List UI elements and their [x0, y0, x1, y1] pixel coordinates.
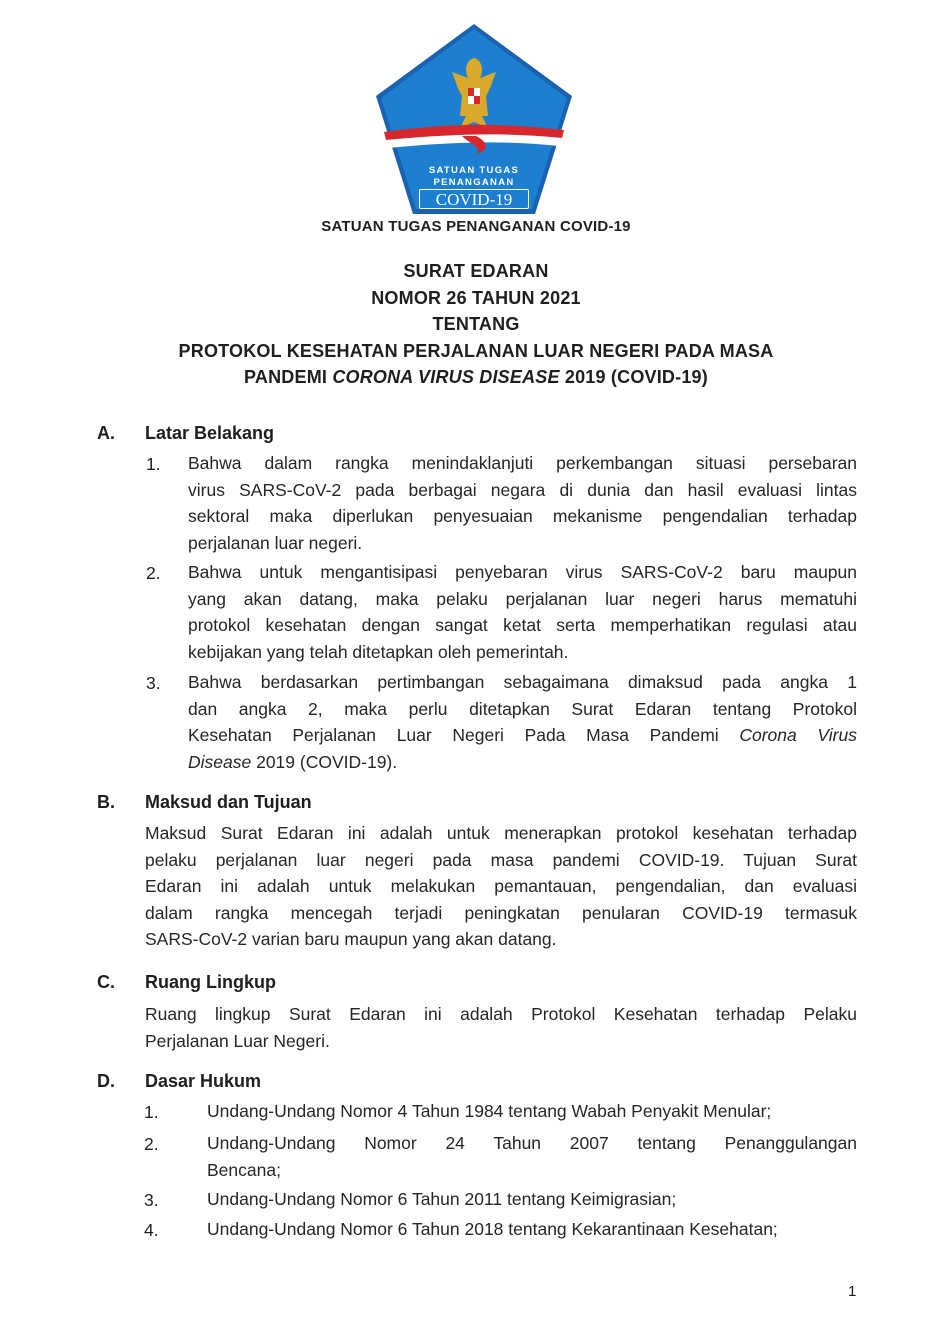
text-line: SARS-CoV-2 varian baru maupun yang akan datang. — [145, 929, 557, 949]
list-item-text — [207, 1216, 857, 1243]
text-run: 2019 (COVID-19). — [251, 751, 398, 772]
italic-text-run: Corona Virus — [739, 725, 857, 745]
section-d-letter: D. — [97, 1071, 115, 1091]
text-line: Bahwa untuk mengantisipasi penyebaran virus SARS-CoV-2 baru maupun — [188, 562, 857, 582]
section-a-letter: A. — [97, 423, 115, 443]
text-line: Maksud Surat Edaran ini adalah untuk menerapkan protokol kesehatan terhadap — [145, 823, 857, 843]
text-line: Bencana; — [207, 1159, 281, 1180]
text-line: Ruang lingkup Surat Edaran ini adalah Protokol Kesehatan terhadap Pelaku — [145, 1004, 857, 1024]
text-line — [188, 749, 857, 776]
list-item-text — [207, 1186, 857, 1213]
text-line: Undang-Undang Nomor 4 Tahun 1984 tentang Wabah Penyakit Menular; — [207, 1101, 772, 1121]
title-line — [0, 364, 952, 391]
list-item-text — [207, 1130, 857, 1183]
list-item-number: 4. — [144, 1220, 159, 1240]
list-item-text — [188, 669, 857, 775]
text-line: virus SARS-CoV-2 pada berbagai negara di dunia dan hasil evaluasi lintas — [188, 479, 857, 500]
list-item-number: 2. — [144, 1134, 159, 1154]
list-item-text — [188, 450, 857, 556]
title-text: PANDEMI — [244, 367, 333, 387]
list-item-text — [188, 559, 857, 665]
title-text: 2019 (COVID-19) — [559, 367, 708, 387]
text-run: Kesehatan Perjalanan Luar Negeri Pada Masa Pandemi — [188, 725, 740, 745]
section-c-paragraph — [145, 1001, 857, 1054]
list-item-number: 1. — [146, 454, 161, 474]
section-b-letter: B. — [97, 792, 115, 812]
text-line: Perjalanan Luar Negeri. — [145, 1030, 330, 1051]
document-title — [0, 258, 952, 391]
section-c-title: Ruang Lingkup — [145, 972, 276, 992]
text-line: Edaran ini adalah untuk melakukan pemantauan, pengendalian, dan evaluasi — [145, 876, 857, 896]
text-line: protokol kesehatan dengan sangat ketat serta memperhatikan regulasi atau — [188, 615, 857, 635]
section-d-title: Dasar Hukum — [145, 1071, 262, 1091]
text-line: pelaku perjalanan luar negeri pada masa pandemi COVID-19. Tujuan Surat — [145, 849, 857, 870]
logo-text-penanganan: PENANGANAN — [433, 177, 515, 188]
list-item-number: 3. — [146, 673, 161, 693]
list-item-number: 3. — [144, 1190, 159, 1210]
text-line: kebijakan yang telah ditetapkan oleh pemerintah. — [188, 641, 569, 662]
text-line: perjalanan luar negeri. — [188, 532, 363, 553]
list-item-number: 2. — [146, 563, 161, 583]
text-line: Undang-Undang Nomor 6 Tahun 2011 tentang Keimigrasian; — [207, 1189, 677, 1209]
text-line: Undang-Undang Nomor 24 Tahun 2007 tentang Penanggulangan — [207, 1133, 857, 1153]
organization-name: SATUAN TUGAS PENANGANAN COVID-19 — [321, 218, 631, 235]
text-line: dalam rangka mencegah terjadi peningkatan penularan COVID-19 termasuk — [145, 902, 857, 923]
title-line: PROTOKOL KESEHATAN PERJALANAN LUAR NEGERI PADA MASA — [178, 340, 774, 361]
text-line: Bahwa dalam rangka menindaklanjuti perkembangan situasi persebaran — [188, 453, 857, 473]
text-line: sektoral maka diperlukan penyesuaian mekanisme pengendalian terhadap — [188, 506, 857, 526]
text-line: Bahwa berdasarkan pertimbangan sebagaimana dimaksud pada angka 1 — [188, 672, 857, 692]
title-line: NOMOR 26 TAHUN 2021 — [371, 287, 581, 308]
title-line: SURAT EDARAN — [403, 261, 549, 281]
section-c-letter: C. — [97, 972, 115, 992]
text-line: dan angka 2, maka perlu ditetapkan Surat Edaran tentang Protokol — [188, 698, 857, 719]
text-line: yang akan datang, maka pelaku perjalanan luar negeri harus mematuhi — [188, 588, 857, 609]
section-b-title: Maksud dan Tujuan — [145, 792, 312, 812]
list-item-number: 1. — [144, 1102, 159, 1122]
italic-text-run: Disease — [188, 751, 252, 772]
title-line: TENTANG — [432, 314, 520, 334]
page-number: 1 — [848, 1283, 857, 1300]
text-line: Undang-Undang Nomor 6 Tahun 2018 tentang Kekarantinaan Kesehatan; — [207, 1219, 778, 1239]
satgas-covid19-logo — [372, 20, 576, 218]
title-italic-text: CORONA VIRUS DISEASE — [332, 367, 560, 387]
text-line — [188, 722, 857, 749]
logo-text-satuan-tugas: SATUAN TUGAS — [428, 165, 520, 176]
list-item-text — [207, 1098, 857, 1125]
section-b-paragraph — [145, 820, 857, 953]
logo-text-covid19: COVID-19 — [419, 189, 529, 209]
section-a-title: Latar Belakang — [145, 423, 275, 443]
